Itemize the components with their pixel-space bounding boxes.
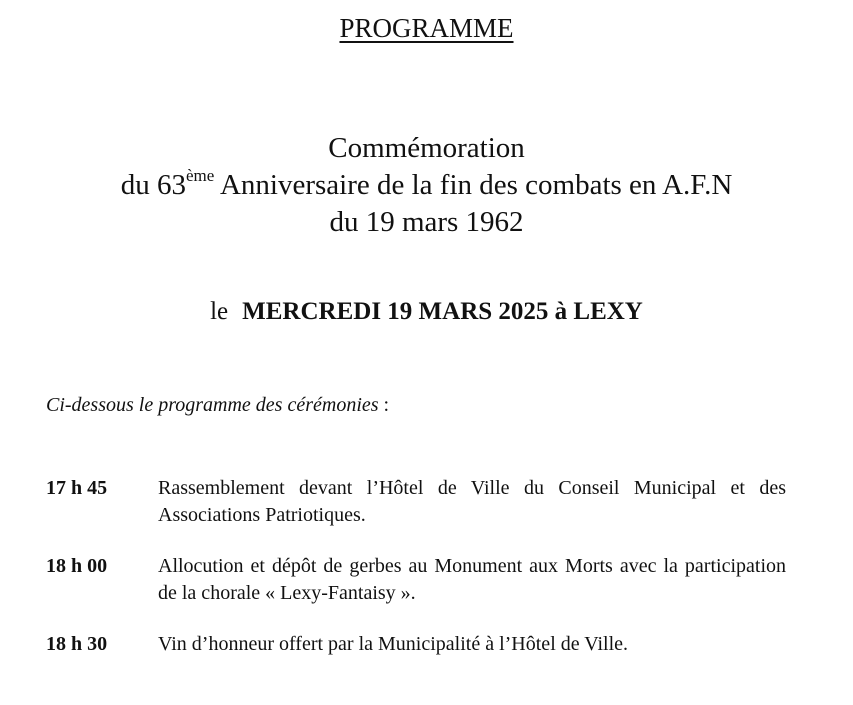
event-date-line bbox=[0, 292, 853, 332]
schedule-time: 18 h 30 bbox=[46, 633, 108, 655]
schedule-list bbox=[46, 475, 786, 682]
schedule-time: 17 h 45 bbox=[46, 477, 108, 499]
commemoration-heading bbox=[0, 130, 853, 241]
ordinal-superscript: ème bbox=[185, 166, 215, 185]
commemoration-line-3: du 19 mars 1962 bbox=[329, 206, 524, 238]
document-title: PROGRAMME bbox=[339, 13, 514, 43]
date-prefix: le bbox=[210, 298, 229, 325]
schedule-description: Rassemblement devant l’Hôtel de Ville du Conseil Municipal et des Associations Patriotiques. bbox=[158, 477, 786, 526]
intro-text: Ci-dessous le programme des cérémonies bbox=[46, 394, 379, 416]
commemoration-line-1: Commémoration bbox=[328, 132, 525, 164]
schedule-item bbox=[46, 631, 786, 658]
schedule-time: 18 h 00 bbox=[46, 555, 108, 577]
commemoration-line-2-suffix: Anniversaire de la fin des combats en A.F.N bbox=[214, 169, 733, 201]
event-date: MERCREDI 19 MARS 2025 à LEXY bbox=[242, 298, 643, 325]
intro-suffix: : bbox=[378, 394, 390, 416]
schedule-description: Vin d’honneur offert par la Municipalité à l’Hôtel de Ville. bbox=[158, 633, 629, 655]
commemoration-line-2 bbox=[0, 167, 853, 204]
schedule-item bbox=[46, 475, 786, 529]
commemoration-line-2-prefix: du 63 bbox=[120, 169, 186, 201]
schedule-item bbox=[46, 553, 786, 607]
intro-line bbox=[46, 390, 389, 420]
schedule-description: Allocution et dépôt de gerbes au Monument aux Morts avec la participation de la chorale « Lexy-Fantaisy ». bbox=[158, 555, 786, 604]
